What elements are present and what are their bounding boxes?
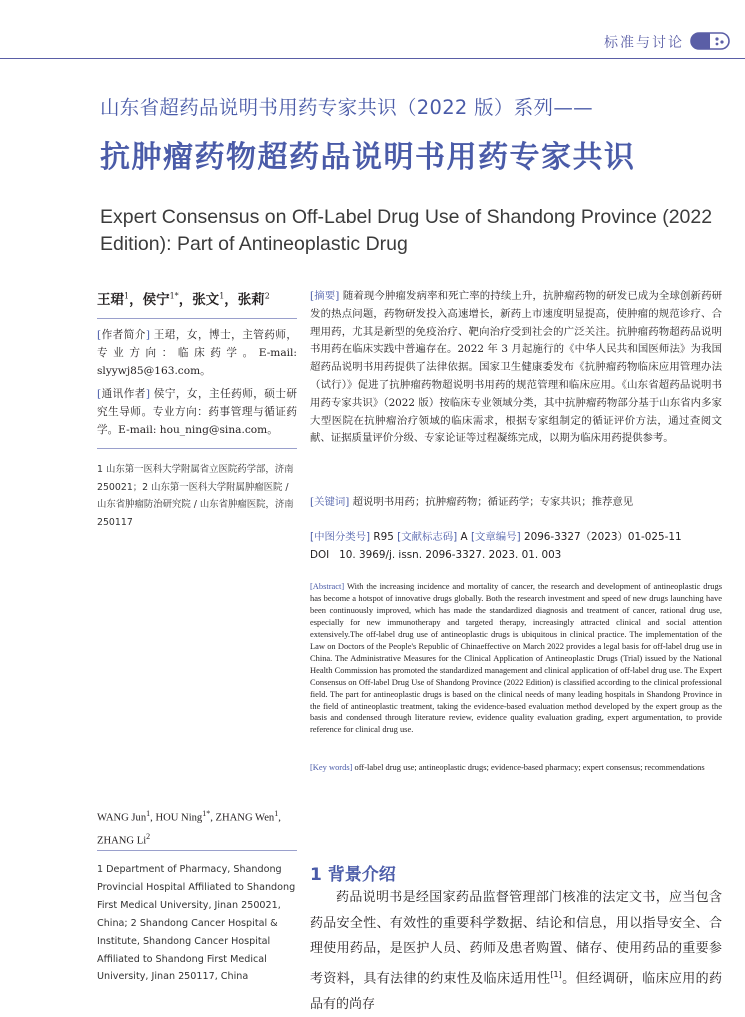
author-list-cn: 王珺$^1$，侯宁$^{1*}$，张文$^1$，张莉$^2$: [97, 291, 270, 308]
keywords-en-label: [Key words]: [310, 762, 353, 772]
author-list-en: WANG Jun$^1$, HOU Ning$^{1*}$, ZHANG Wen$^1$, ZHANG Li$^2$: [97, 809, 281, 847]
series-title: 山东省超药品说明书用药专家共识（2022 版）系列——: [100, 96, 593, 119]
classification-info: [310, 528, 722, 564]
author-intro-label: 作者简介: [101, 329, 146, 341]
divider: [97, 318, 297, 319]
abstract-en-text: With the increasing incidence and mortality of cancer, the research and development of antineoplastic drugs has become a hotspot of innovative drugs globally. Both the research investment and speed of new drugs launching have been continuously improved, which has made the standardized diagnosis and treatment of cancer, rational drug use, especially for new immunotherapy and targeted therapy, increasingly attracted clinical and social attention extensively.The off-label drug use of antineoplastic drugs is ubiquitous in clinical practice. The implementation of the Law on Doctors of the People's Republic of Chinaeffective on March 2022 provides a legal basis for off-label drug use in China. The Administrative Measures for the Clinical Application of Antineoplastic Drugs (Trial) issued by the National Health Commission has promoted the standardized management and clinical application of off-label drug use. The Expert Consensus on Off-label Drug Use of Shandong Province (2022 Edition) is classified according to the clinical professional field. The part for antineoplastic drugs is based on the clinical needs of many leading hospitals in Shandong Province in the field of antineoplastic treatment, taking the evidence-based evaluation method developed by the expert group as the basis and condensed through literature review, evidence quality evaluation grading, expert argumentation, to provide reference for clinical drug use.: [310, 581, 722, 735]
affiliations-cn: 1 山东第一医科大学附属省立医院药学部，济南 250021；2 山东第一医科大学附属肿瘤医院 / 山东省肿瘤防治研究院 / 山东省肿瘤医院，济南 250117: [97, 464, 294, 528]
author-intro-text: 王珺，女，博士，主管药师，专业方向：临床药学。E-mail: slyywj85@163.com。: [97, 329, 297, 378]
keywords-text: 超说明书用药；抗肿瘤药物；循证药学；专家共识；推荐意见: [352, 496, 634, 508]
doi-line: [310, 546, 722, 564]
corresponding-author-label: 通讯作者: [101, 388, 146, 400]
keywords-en-text: off-label drug use; antineoplastic drugs; evidence-based pharmacy; expert consensus; recommendations: [354, 762, 705, 772]
author-name: 侯宁: [142, 292, 170, 308]
section-label: 标准与讨论: [604, 35, 684, 51]
header-divider: [0, 58, 745, 59]
corresponding-author: [通讯作者] 侯宁，女，主任药师，硕士研究生导师。专业方向：药事管理与循证药学。E-mail: hou_ning@sina.com。: [97, 388, 297, 437]
english-title: Expert Consensus on Off-Label Drug Use of Shandong Province (2022 Edition): Part of Antineoplastic Drug: [100, 206, 713, 255]
author-intro: [作者简介] 王珺，女，博士，主管药师，专业方向：临床药学。E-mail: slyywj85@163.com。: [97, 329, 297, 378]
abstract-cn: [摘要] 随着现今肿瘤发病率和死亡率的持续上升，抗肿瘤药物的研发已成为全球创新药研发的热点问题，药物研发投入高速增长，新药上市速度明显提高，使肿瘤的规范诊疗、合理用药，尤其是新型的免疫治疗、靶向治疗受到社会的广泛关注。抗肿瘤药物超药品说明书用药在临床实践中普遍存在。2022 年 3 月起施行的《中华人民共和国医师法》为我国超药品说明书用药提供了法律依据。国家卫生健康委发布《抗肿瘤药物临床应用管理办法（试行）》促进了抗肿瘤药物超说明书用药的规范管理和临床应用。《山东省超药品说明书用药专家共识》（2022 版）按临床专业领域分类，其中抗肿瘤药物部分基于山东省内多家大型医院在抗肿瘤治疗领域的临床需求，根据专家组制定的循证评价方法，通过查阅文献、证据质量评价分级、专家论证等过程凝练完成，以期为临床用药提供参考。: [310, 290, 723, 445]
author-name: 王珺: [97, 292, 124, 308]
journal-section-header: [560, 28, 730, 58]
corresponding-author-text: 侯宁，女，主任药师，硕士研究生导师。专业方向：药事管理与循证药学。E-mail: hou_ning@sina.com。: [97, 388, 297, 437]
author-name: 张莉: [237, 292, 265, 308]
abstract-en: [310, 581, 722, 736]
article-number: 2096-3327（2023）01-025-11: [523, 531, 682, 543]
body-paragraph: 药品说明书是经国家药品监督管理部门核准的法定文书，应当包含药品安全性、有效性的重要科学数据、结论和信息，用以指导安全、合理使用药品，是医护人员、药师及患者购置、储存、使用药品的重要参考资料，具有法律的约束性及临床适用性[1]。但经调研，临床应用的药品有的尚存: [310, 890, 722, 1012]
keywords-cn: [关键词] 超说明书用药；抗肿瘤药物；循证药学；专家共识；推荐意见: [310, 496, 634, 508]
keywords-en: [310, 762, 722, 774]
section-heading: 1 背景介绍: [310, 865, 396, 885]
author-name: 张文: [192, 292, 220, 308]
citation: [1]: [550, 969, 562, 979]
abstract-label: 摘要: [314, 290, 336, 302]
clc-number: R95: [373, 531, 394, 543]
divider: [97, 448, 297, 449]
keywords-label: 关键词: [314, 496, 346, 508]
divider: [97, 850, 297, 851]
doi-value: 10. 3969/j. issn. 2096-3327. 2023. 01. 003: [339, 549, 562, 561]
abstract-en-label: [Abstract]: [310, 581, 345, 591]
classification-line: [中图分类号] R95 [文献标志码] A [文章编号] 2096-3327（2023）01-025-11: [310, 531, 682, 543]
doi-label: DOI: [310, 549, 330, 561]
abstract-text: 随着现今肿瘤发病率和死亡率的持续上升，抗肿瘤药物的研发已成为全球创新药研发的热点问题，药物研发投入高速增长，新药上市速度明显提高，使肿瘤的规范诊疗、合理用药，尤其是新型的免疫治疗、靶向治疗受到社会的广泛关注。抗肿瘤药物超药品说明书用药在临床实践中普遍存在。2022 年 3 月起施行的《中华人民共和国医师法》为我国超药品说明书用药提供了法律依据。国家卫生健康委发布《抗肿瘤药物临床应用管理办法（试行）》促进了抗肿瘤药物超说明书用药的规范管理和临床应用。《山东省超药品说明书用药专家共识》（2022 版）按临床专业领域分类，其中抗肿瘤药物部分基于山东省内多家大型医院在抗肿瘤治疗领域的临床需求，根据专家组制定的循证评价方法，通过查阅文献、证据质量评价分级、专家论证等过程凝练完成，以期为临床用药提供参考。: [310, 290, 723, 445]
affiliations-en: 1 Department of Pharmacy, Shandong Provincial Hospital Affiliated to Shandong First Medical University, Jinan 250021, China; 2 Shandong Cancer Hospital & Institute, Shandong Cancer Hospital Affiliated to Shandong First Medical University, Jinan 250117, China: [97, 864, 296, 983]
capsule-pill-icon: [690, 30, 730, 52]
document-code: A: [460, 531, 468, 543]
article-title: 抗肿瘤药物超药品说明书用药专家共识: [100, 140, 636, 175]
